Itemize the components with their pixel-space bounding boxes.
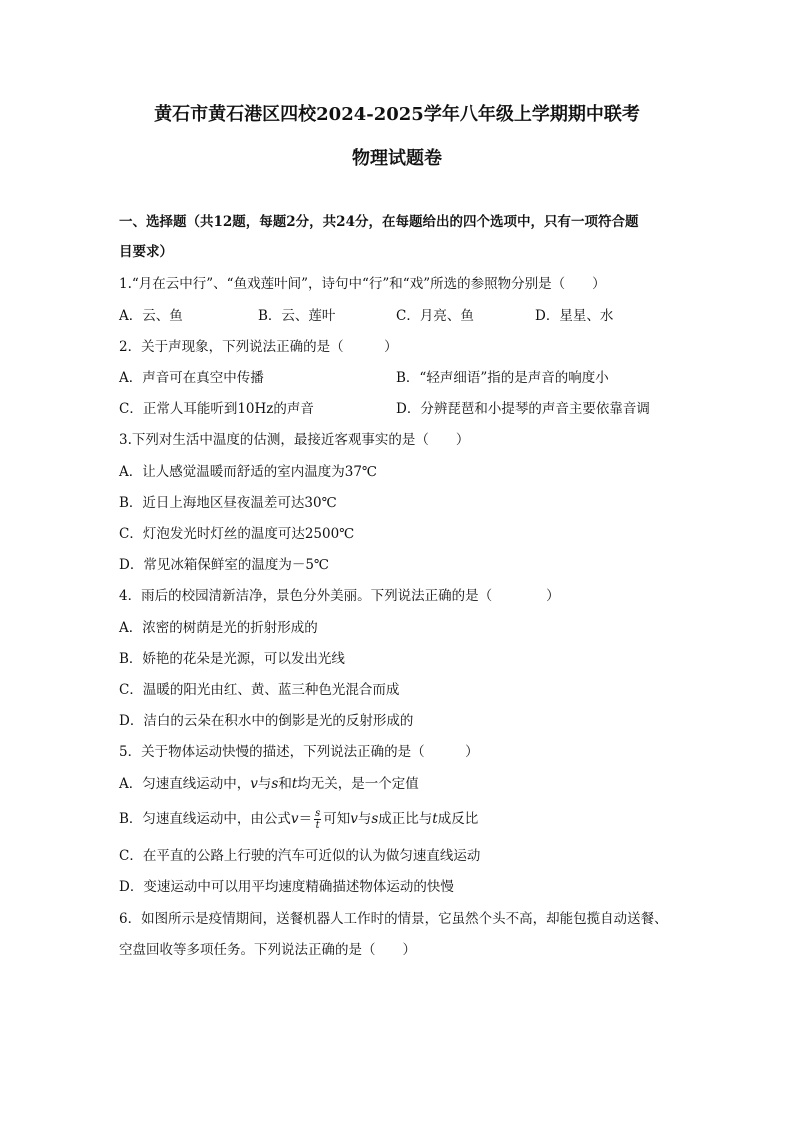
section-header: 一、选择题（共12题，每题2分，共24分，在每题给出的四个选项中，只有一项符合题 [119, 214, 639, 230]
option-b-text: 与 [357, 811, 372, 827]
distance-symbol: s [371, 811, 379, 827]
speed-formula-fraction [314, 808, 321, 831]
question-1-option-a: A．云、鱼 [119, 308, 183, 324]
time-symbol: t [291, 776, 298, 792]
option-a-text: 均无关，是一个定值 [297, 776, 419, 792]
question-5-option-d: D．变速运动中可以用平均速度精确描述物体运动的快慢 [119, 879, 454, 895]
question-6-stem-continued: 空盘回收等多项任务。下列说法正确的是（ ） [119, 942, 416, 958]
question-1-option-c: C．月亮、鱼 [396, 308, 474, 324]
page-subtitle: 物理试题卷 [352, 148, 442, 169]
question-1-option-d: D．星星、水 [535, 308, 614, 324]
option-b-text: B．匀速直线运动中，由公式 [119, 811, 291, 827]
distance-symbol: s [271, 776, 279, 792]
option-a-text: 和 [278, 776, 292, 792]
question-5-option-b [119, 808, 478, 831]
option-a-text: 与 [257, 776, 272, 792]
velocity-symbol: v [290, 811, 299, 827]
option-b-text: 成正比与 [378, 811, 433, 827]
section-header-continued: 目要求） [119, 244, 173, 260]
question-5-option-c: C．在平直的公路上行驶的汽车可近似的认为做匀速直线运动 [119, 848, 481, 864]
question-5-option-a [119, 774, 419, 794]
option-a-text: A．匀速直线运动中， [119, 776, 251, 792]
question-4-option-c: C．温暖的阳光由红、黄、蓝三种色光混合而成 [119, 682, 400, 698]
question-5-stem: 5．关于物体运动快慢的描述，下列说法正确的是（ ） [119, 744, 479, 760]
question-4-stem: 4．雨后的校园清新洁净，景色分外美丽。下列说法正确的是（ ） [119, 588, 560, 604]
page-title: 黄石市黄石港区四校2024-2025学年八年级上学期期中联考 [154, 104, 640, 125]
velocity-symbol: v [350, 811, 358, 827]
question-4-option-b: B．娇艳的花朵是光源，可以发出光线 [119, 651, 345, 667]
question-3-option-d: D．常见冰箱保鲜室的温度为－5℃ [119, 557, 330, 573]
question-1-option-b: B．云、莲叶 [258, 308, 336, 324]
question-3-option-c: C．灯泡发光时灯丝的温度可达2500℃ [119, 526, 355, 542]
question-2-option-d: D．分辨琵琶和小提琴的声音主要依靠音调 [396, 401, 650, 417]
question-4-option-d: D．洁白的云朵在积水中的倒影是光的反射形成的 [119, 713, 414, 729]
option-b-text: 成反比 [437, 811, 479, 827]
question-2-option-b: B．“轻声细语”指的是声音的响度小 [396, 370, 609, 386]
fraction-denominator: t [315, 820, 320, 831]
velocity-symbol: v [250, 776, 258, 792]
question-2-stem: 2．关于声现象，下列说法正确的是（ ） [119, 339, 398, 355]
option-b-text: 可知 [323, 811, 351, 827]
question-3-stem: 3.下列对生活中温度的估测，最接近客观事实的是（ ） [119, 432, 470, 448]
equals-sign: ＝ [298, 811, 313, 827]
fraction-numerator: s [315, 808, 321, 819]
question-3-option-a: A．让人感觉温暖而舒适的室内温度为37℃ [119, 464, 378, 480]
question-2-option-c: C．正常人耳能听到10Hz的声音 [119, 401, 314, 417]
question-2-option-a: A．声音可在真空中传播 [119, 370, 264, 386]
time-symbol: t [432, 811, 438, 827]
question-6-stem: 6．如图所示是疫情期间，送餐机器人工作时的情景，它虽然个头不高，却能包揽自动送餐、 [119, 911, 668, 927]
question-1-stem: 1.“月在云中行”、“鱼戏莲叶间”，诗句中“行”和“戏”所选的参照物分别是（ ） [119, 276, 606, 292]
question-3-option-b: B．近日上海地区昼夜温差可达30℃ [119, 495, 337, 511]
question-4-option-a: A．浓密的树荫是光的折射形成的 [119, 620, 318, 636]
